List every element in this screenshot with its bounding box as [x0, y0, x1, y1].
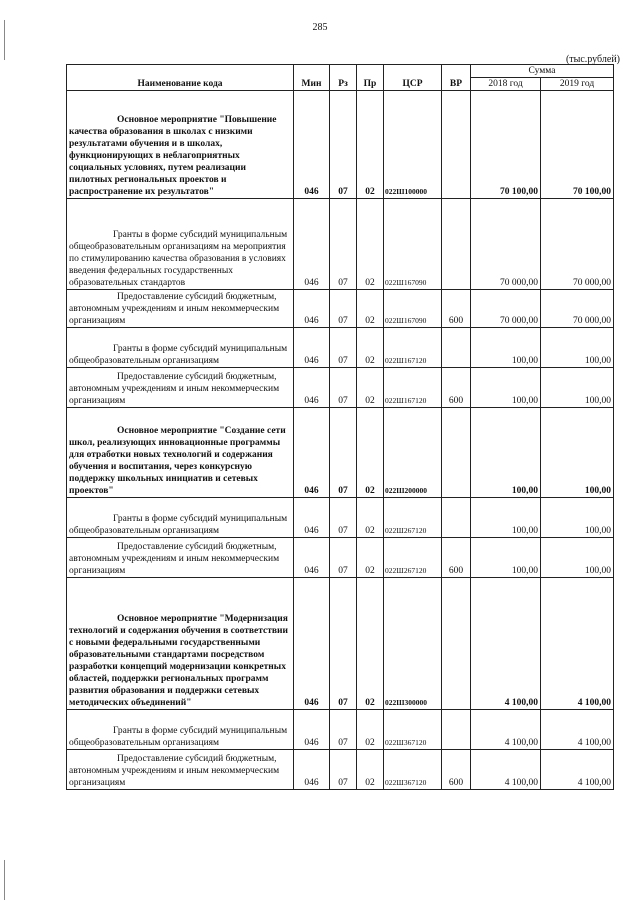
header-min: Мин [294, 65, 330, 91]
row-min: 046 [294, 498, 330, 538]
row-name: Гранты в форме субсидий муниципальным общеобразовательным организациям [67, 498, 294, 538]
row-name: Основное мероприятие "Повышение качества образования в школах с низкими результатами обучения и в школах, функционирующих в неблагоприятных социальных условиях, путем реализации пилотных региональных проектов и распространение их результатов" [67, 91, 294, 199]
row-2018: 70 100,00 [471, 91, 541, 199]
row-min: 046 [294, 578, 330, 710]
table-row [67, 538, 614, 578]
row-min: 046 [294, 408, 330, 498]
row-2018: 100,00 [471, 498, 541, 538]
header-pr: Пр [357, 65, 384, 91]
row-vr: 600 [442, 750, 471, 790]
table-row [67, 199, 614, 290]
header-sum: Сумма [471, 65, 614, 78]
row-pr: 02 [357, 498, 384, 538]
row-pr: 02 [357, 710, 384, 750]
row-2019: 4 100,00 [541, 578, 614, 710]
header-rz: Рз [330, 65, 357, 91]
table-row [67, 368, 614, 408]
row-vr [442, 710, 471, 750]
row-2019: 100,00 [541, 368, 614, 408]
row-csr: 022Ш367120 [384, 750, 442, 790]
row-csr: 022Ш267120 [384, 498, 442, 538]
row-min: 046 [294, 91, 330, 199]
row-2019: 4 100,00 [541, 750, 614, 790]
row-csr: 022Ш167120 [384, 368, 442, 408]
table-row [67, 91, 614, 199]
row-2019: 100,00 [541, 408, 614, 498]
row-rz: 07 [330, 750, 357, 790]
row-pr: 02 [357, 199, 384, 290]
row-rz: 07 [330, 498, 357, 538]
row-min: 046 [294, 538, 330, 578]
row-rz: 07 [330, 328, 357, 368]
row-vr [442, 498, 471, 538]
row-2019: 100,00 [541, 328, 614, 368]
row-name: Предоставление субсидий бюджетным, автономным учреждениям и иным некоммерческим организациям [67, 368, 294, 408]
row-2019: 70 000,00 [541, 199, 614, 290]
row-pr: 02 [357, 750, 384, 790]
row-name: Предоставление субсидий бюджетным, автономным учреждениям и иным некоммерческим организациям [67, 290, 294, 328]
row-vr: 600 [442, 538, 471, 578]
row-2019: 70 000,00 [541, 290, 614, 328]
row-name: Гранты в форме субсидий муниципальным общеобразовательным организациям [67, 328, 294, 368]
row-rz: 07 [330, 290, 357, 328]
row-vr [442, 328, 471, 368]
row-rz: 07 [330, 538, 357, 578]
row-min: 046 [294, 710, 330, 750]
table-row [67, 328, 614, 368]
table-row [67, 710, 614, 750]
row-vr [442, 408, 471, 498]
row-csr: 022Ш100000 [384, 91, 442, 199]
row-name: Предоставление субсидий бюджетным, автономным учреждениям и иным некоммерческим организациям [67, 750, 294, 790]
row-csr: 022Ш200000 [384, 408, 442, 498]
row-min: 046 [294, 328, 330, 368]
row-pr: 02 [357, 91, 384, 199]
row-csr: 022Ш167090 [384, 199, 442, 290]
header-2019: 2019 год [541, 78, 614, 91]
header-name: Наименование кода [67, 65, 294, 91]
scan-edge-mark [4, 860, 5, 900]
row-pr: 02 [357, 538, 384, 578]
row-min: 046 [294, 750, 330, 790]
row-2018: 70 000,00 [471, 290, 541, 328]
budget-table [66, 64, 614, 790]
table-row [67, 408, 614, 498]
table-row [67, 498, 614, 538]
table-row [67, 750, 614, 790]
header-vr: ВР [442, 65, 471, 91]
row-name: Основное мероприятие "Создание сети школ, реализующих инновационные программы для отработки новых технологий и содержания обучения и воспитания, через конкурсную поддержку школьных инициатив и сетевых проектов" [67, 408, 294, 498]
units-label: (тыс.рублей) [565, 54, 620, 65]
row-vr [442, 199, 471, 290]
row-name: Основное мероприятие "Модернизация технологий и содержания обучения в соответствии с новыми федеральными государственными образовательными стандартами посредством разработки концепций модернизации конкретных областей, поддержки региональных программ развития образования и поддержки сетевых методических объединений" [67, 578, 294, 710]
row-2018: 100,00 [471, 538, 541, 578]
row-2019: 70 100,00 [541, 91, 614, 199]
header-csr: ЦСР [384, 65, 442, 91]
row-csr: 022Ш167090 [384, 290, 442, 328]
table-row [67, 290, 614, 328]
row-csr: 022Ш367120 [384, 710, 442, 750]
row-vr: 600 [442, 368, 471, 408]
row-name: Гранты в форме субсидий муниципальным общеобразовательным организациям [67, 710, 294, 750]
table-row [67, 578, 614, 710]
row-vr [442, 91, 471, 199]
row-rz: 07 [330, 368, 357, 408]
row-pr: 02 [357, 328, 384, 368]
row-2018: 4 100,00 [471, 578, 541, 710]
row-rz: 07 [330, 710, 357, 750]
header-2018: 2018 год [471, 78, 541, 91]
row-rz: 07 [330, 91, 357, 199]
row-2018: 4 100,00 [471, 710, 541, 750]
row-csr: 022Ш267120 [384, 538, 442, 578]
row-2018: 100,00 [471, 368, 541, 408]
row-2018: 100,00 [471, 408, 541, 498]
row-2018: 70 000,00 [471, 199, 541, 290]
row-name: Предоставление субсидий бюджетным, автономным учреждениям и иным некоммерческим организациям [67, 538, 294, 578]
row-min: 046 [294, 368, 330, 408]
row-pr: 02 [357, 408, 384, 498]
row-name: Гранты в форме субсидий муниципальным общеобразовательным организациям на мероприятия по стимулированию качества образования в условиях введения федеральных государственных образовательных стандартов [67, 199, 294, 290]
row-pr: 02 [357, 578, 384, 710]
row-min: 046 [294, 199, 330, 290]
row-vr: 600 [442, 290, 471, 328]
row-rz: 07 [330, 199, 357, 290]
row-2018: 4 100,00 [471, 750, 541, 790]
row-pr: 02 [357, 290, 384, 328]
row-vr [442, 578, 471, 710]
row-csr: 022Ш167120 [384, 328, 442, 368]
page-number: 285 [312, 22, 328, 33]
row-rz: 07 [330, 408, 357, 498]
row-min: 046 [294, 290, 330, 328]
row-2019: 100,00 [541, 498, 614, 538]
row-2018: 100,00 [471, 328, 541, 368]
row-pr: 02 [357, 368, 384, 408]
row-rz: 07 [330, 578, 357, 710]
row-csr: 022Ш300000 [384, 578, 442, 710]
row-2019: 100,00 [541, 538, 614, 578]
row-2019: 4 100,00 [541, 710, 614, 750]
